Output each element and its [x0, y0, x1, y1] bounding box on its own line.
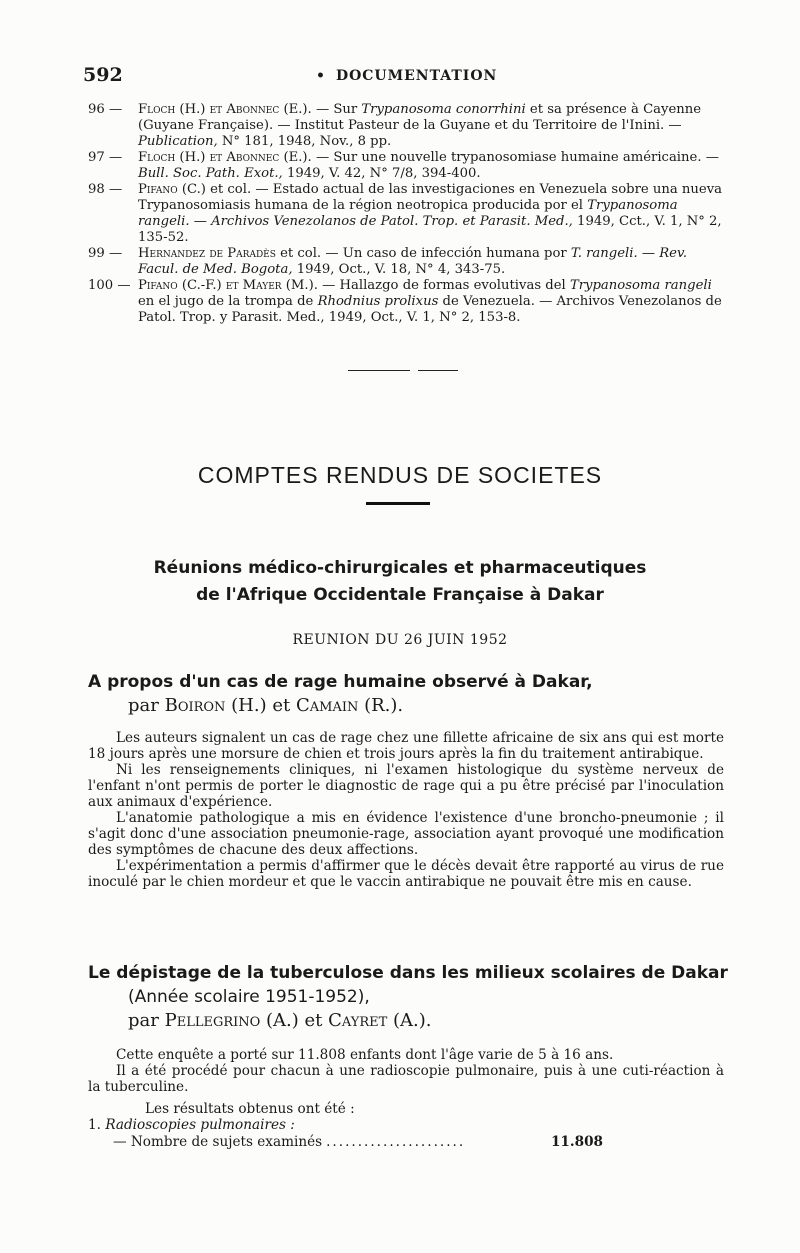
- running-header: [83, 64, 723, 88]
- reference-authors: Pifano (C.-F.) et Mayer (M.).: [138, 278, 318, 293]
- reference-number: 96 —: [88, 102, 123, 117]
- results-row-leader: ......................: [326, 1134, 466, 1150]
- reference-authors: Pifano (C.): [138, 182, 206, 197]
- section-label-text: DOCUMENTATION: [335, 68, 498, 84]
- session-date: REUNION DU 26 JUIN 1952: [292, 632, 508, 648]
- paragraph: Les auteurs signalent un cas de rage chez une fillette africaine de six ans qui est morte 18 jours après une morsure de chien et trois jours après la fin du traitement antirabique.: [88, 730, 724, 762]
- page-number: 592: [83, 64, 123, 86]
- article-byline: par Boiron (H.) et Camain (R.).: [128, 695, 404, 716]
- results-item-label: Radioscopies pulmonaires :: [105, 1117, 295, 1133]
- meeting-title-line1: Réunions médico-chirurgicales et pharmaceutiques: [153, 558, 647, 578]
- separator-rule-right: [418, 370, 458, 371]
- results-row: [113, 1134, 603, 1150]
- author-name: Cayret: [328, 1010, 388, 1031]
- reference-item: 100 — Pifano (C.-F.) et Mayer (M.). — Hallazgo de formas evolutivas del Trypanosoma rangeli en el jugo de la trompa de Rhodnius prolixus de Venezuela. — Archivos Venezolanos de Patol. Trop. y Parasit. Med., 1949, Oct., V. 1, N° 2, 153-8.: [88, 278, 722, 325]
- paragraph: L'anatomie pathologique a mis en évidence l'existence d'une broncho-pneumonie ; il s'agit donc d'une association pneumonie-rage, association ayant provoqué une modification des symptômes de chacune des deux affections.: [88, 810, 724, 858]
- section-heading: COMPTES RENDUS DE SOCIETES: [197, 462, 603, 488]
- results-item: 1. Radioscopies pulmonaires :: [88, 1117, 295, 1133]
- author-name: Boiron: [164, 695, 226, 716]
- paragraph: Ni les renseignements cliniques, ni l'examen histologique du système nerveux de l'enfant n'ont permis de porter le diagnostic de rage qui a pu être précisé par l'inoculation aux animaux d'expérience.: [88, 762, 724, 810]
- article-body: [88, 1047, 724, 1095]
- reference-number: 97 —: [88, 150, 123, 165]
- reference-number: 99 —: [88, 246, 123, 261]
- article-title: Le dépistage de la tuberculose dans les milieux scolaires de Dakar: [88, 963, 728, 983]
- results-intro: Les résultats obtenus ont été :: [145, 1101, 355, 1117]
- reference-list: [88, 102, 728, 326]
- reference-item: 99 — Hernandez de Paradès et col. — Un caso de infección humana por T. rangeli. — Rev. Facul. de Med. Bogota, 1949, Oct., V. 18, N° 4, 343-75.: [88, 246, 688, 277]
- reference-authors: Hernandez de Paradès: [138, 246, 276, 261]
- meeting-title: [0, 555, 800, 609]
- reference-item: 98 — Pifano (C.) et col. — Estado actual de las investigaciones en Venezuela sobre una nueva Trypanosomiasis humana de la région neotropica producida por el Trypanosoma rangeli. — Archivos Venezolanos de Patol. Trop. et Parasit. Med., 1949, Cct., V. 1, N° 2, 135-52.: [88, 182, 723, 245]
- paragraph: L'expérimentation a permis d'affirmer que le décès devait être rapporté au virus de rue inoculé par le chien mordeur et que le vaccin antirabique ne pouvait être mis en cause.: [88, 858, 724, 890]
- heading-underline: [366, 502, 430, 505]
- paragraph: Il a été procédé pour chacun à une radioscopie pulmonaire, puis à une cuti-réaction à la tuberculine.: [88, 1063, 724, 1095]
- paragraph: Cette enquête a porté sur 11.808 enfants dont l'âge varie de 5 à 16 ans.: [116, 1047, 614, 1063]
- article-body: [88, 730, 724, 890]
- reference-number: 100 —: [88, 278, 131, 293]
- author-name: Camain: [295, 695, 359, 716]
- article-title: A propos d'un cas de rage humaine observé à Dakar,: [88, 672, 593, 692]
- section-label: • DOCUMENTATION: [316, 68, 498, 84]
- separator-rule-left: [348, 370, 410, 371]
- reference-item: 96 — Floch (H.) et Abonnec (E.). — Sur Trypanosoma conorrhini et sa présence à Cayenne (Guyane Française). — Institut Pasteur de la Guyane et du Territoire de l'Inini. — Publication, N° 181, 1948, Nov., 8 pp.: [88, 102, 702, 149]
- reference-number: 98 —: [88, 182, 123, 197]
- reference-authors: Floch (H.) et Abonnec (E.).: [138, 102, 312, 117]
- section-separator: [348, 370, 460, 372]
- meeting-title-line2: de l'Afrique Occidentale Française à Dakar: [196, 585, 604, 605]
- article-subtitle: (Année scolaire 1951-1952),: [128, 987, 370, 1007]
- article-byline: par Pellegrino (A.) et Cayret (A.).: [128, 1010, 432, 1031]
- author-name: Pellegrino: [164, 1010, 261, 1031]
- reference-item: 97 — Floch (H.) et Abonnec (E.). — Sur une nouvelle trypanosomiase humaine américaine. — Bull. Soc. Path. Exot., 1949, V. 42, N° 7/8, 394-400.: [88, 150, 719, 181]
- results-row-label: — Nombre de sujets examinés: [113, 1134, 323, 1150]
- results-row-value: 11.808: [550, 1134, 603, 1150]
- reference-authors: Floch (H.) et Abonnec (E.).: [138, 150, 312, 165]
